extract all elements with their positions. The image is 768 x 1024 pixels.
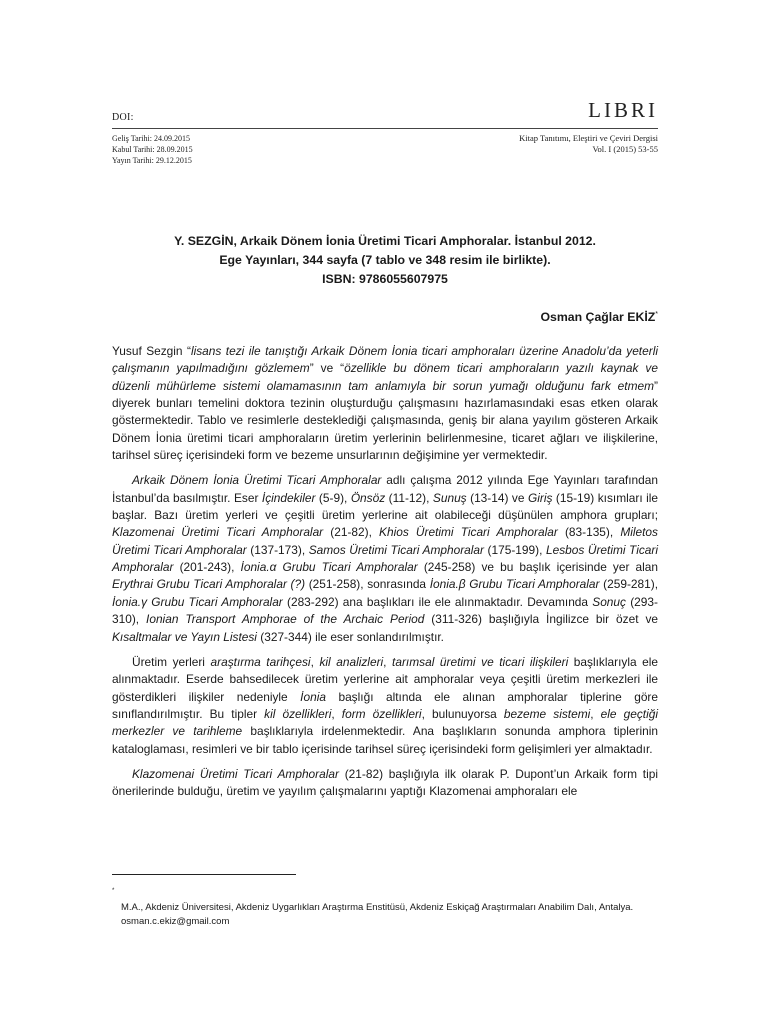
- text-run: (21-82) başlığıyla ilk olarak P. Dupont’un Arkaik form tipi önerilerinde bulduğu, üretim ve yayılım çalışmalarını yaptığı Klazomenai amphoraları ele: [112, 766, 658, 799]
- italic-text-run: Kısaltmalar ve Yayın Listesi: [112, 629, 257, 644]
- italic-text-run: Khios Üretimi Ticari Amphoralar: [379, 525, 558, 540]
- text-run: ,: [331, 706, 342, 721]
- italic-text-run: Giriş: [527, 490, 553, 505]
- text-run: ,: [383, 654, 393, 669]
- footnote-divider: [112, 874, 296, 875]
- text-run: , bulunuyorsa: [421, 706, 504, 721]
- text-run: (201-243),: [173, 560, 241, 575]
- journal-name: LIBRI: [588, 98, 658, 122]
- author-footnote-mark: *: [655, 310, 658, 318]
- italic-text-run: Sunuş: [432, 490, 467, 505]
- text-run: ,: [590, 706, 601, 721]
- italic-text-run: İonia.α Grubu Ticari Amphoralar: [240, 560, 418, 575]
- text-run: başlıklarıyla ele alınmaktadır. Eserde bahsedilecek üretim yerlerine ait amphoralar veya çeşitli üretim merkezleri ile gösterdikleri ilişkiler nedeniyle: [112, 654, 659, 704]
- volume-info: Vol. I (2015) 53-55: [592, 144, 658, 154]
- italic-text-run: Klazomenai Üretimi Ticari Amphoralar: [132, 766, 339, 781]
- text-run: başlığı altında ele alınan amphoralar tiplerine göre sınıflandırılmıştır. Bu tipler: [112, 689, 658, 721]
- text-run: (5-9),: [315, 490, 351, 505]
- text-run: (83-135),: [557, 525, 621, 540]
- text-run: (11-12),: [385, 490, 433, 505]
- text-run: (283-292) ana başlıkları ile ele alınmaktadır. Devamında: [282, 594, 593, 609]
- italic-text-run: İonia: [300, 689, 326, 704]
- text-run: (311-326) başlığıyla İngilizce bir özet ve: [424, 612, 659, 627]
- text-run: ” ve “: [309, 361, 345, 376]
- text-run: (15-19) kısımları ile başlar. Bazı üretim yerleri ve çeşitli üretim yerlerine ait olabileceği düşünülen amphora grupları;: [112, 490, 658, 523]
- italic-text-run: Erythrai Grubu Ticari Amphoralar (?): [112, 577, 306, 592]
- italic-text-run: Önsöz: [350, 490, 386, 505]
- journal-info: [519, 133, 658, 155]
- text-run: Üretim yerleri: [132, 654, 211, 669]
- italic-text-run: Miletos Üretimi Ticari Amphoralar: [112, 525, 658, 557]
- text-run: (245-258) ve bu başlık içerisinde yer alan: [417, 560, 659, 575]
- italic-text-run: kil analizleri: [319, 654, 384, 669]
- italic-text-run: bezeme sistemi: [503, 706, 591, 721]
- italic-text-run: İonia.γ Grubu Ticari Amphoralar: [112, 594, 283, 609]
- italic-text-run: form özellikleri: [341, 706, 422, 721]
- text-run: (175-199),: [484, 542, 546, 557]
- italic-text-run: lisans tezi ile tanıştığı Arkaik Dönem İonia ticari amphoraları üzerine Anadolu’da yeterli çalışmanın yapılmadığını gözlemem: [112, 344, 658, 376]
- text-run: ,: [310, 654, 320, 669]
- italic-text-run: tarımsal üretimi ve ticari ilişkileri: [392, 654, 569, 669]
- italic-text-run: araştırma tarihçesi: [210, 654, 311, 669]
- title-line-2: Ege Yayınları, 344 sayfa (7 tablo ve 348 resim ile birlikte).: [219, 253, 551, 267]
- published-date: Yayın Tarihi: 29.12.2015: [112, 156, 192, 165]
- footnote: [112, 884, 658, 929]
- text-run: Yusuf Sezgin “: [112, 344, 191, 358]
- footnote-mark: *: [112, 888, 115, 894]
- received-date: Geliş Tarihi: 24.09.2015: [112, 134, 190, 143]
- text-run: (13-14) ve: [466, 490, 528, 505]
- italic-text-run: İçindekiler: [261, 490, 316, 505]
- title-line-3: ISBN: 9786055607975: [322, 272, 448, 286]
- text-run: (293-310),: [112, 594, 658, 627]
- journal-subtitle: Kitap Tanıtımı, Eleştiri ve Çeviri Dergisi: [519, 133, 658, 143]
- italic-text-run: Samos Üretimi Ticari Amphoralar: [308, 542, 484, 557]
- paragraph: [112, 766, 658, 801]
- title-line-1: Y. SEZGİN, Arkaik Dönem İonia Üretimi Ticari Amphoralar. İstanbul 2012.: [174, 234, 596, 248]
- paragraph: [112, 472, 658, 645]
- italic-text-run: ele geçtiği merkezler ve tarihleme: [112, 706, 659, 739]
- italic-text-run: özellikle bu dönem ticari amphoraların yazılı kaynak ve düzenli mühürleme sistemi olamamasının tam anlamıyla bir sorun yumağı olduğunu fark etmem: [112, 361, 658, 393]
- text-run: ” diyerek bunları temelini doktora tezinin oluşturduğu çalışmasını hazırlamasındaki esas etken olarak göstermektedir. Tablo ve resimlerle desteklediği çalışmasında, geniş bir alana yayılım gösteren Arkaik Dönem İonia üretimi ticari amphoraların üretim yerlerinin belirlenmesine, ticaret ağları ve ilişkilerine, tarihsel süreç içerisindeki form ve bezeme unsurlarının değişimine yer vermektedir.: [112, 378, 658, 463]
- italic-text-run: kil özellikleri: [264, 706, 332, 721]
- italic-text-run: Lesbos Üretimi Ticari Amphoralar: [112, 542, 659, 575]
- italic-text-run: Arkaik Dönem İonia Üretimi Ticari Amphoralar: [132, 473, 382, 488]
- paragraph: [112, 654, 658, 758]
- author-name-text: Osman Çağlar EKİZ: [540, 310, 656, 324]
- article-dates: [112, 133, 193, 166]
- italic-text-run: Ionian Transport Amphorae of the Archaic Period: [146, 612, 425, 627]
- text-run: başlıklarıyla irdelenmektedir. Ana başlıkların sonunda amphora tiplerinin kataloglaması, resimleri ve bir tablo içerisinde tarihsel süreç içerisindeki form gelişimleri yer almaktadır.: [112, 724, 658, 756]
- author-name: [540, 310, 658, 324]
- review-title: [112, 232, 658, 289]
- text-run: (251-258), sonrasında: [305, 577, 430, 592]
- doi-label: DOI:: [112, 112, 134, 123]
- header-divider: [112, 128, 658, 129]
- text-run: (327-344) ile eser sonlandırılmıştır.: [256, 629, 444, 644]
- text-run: (21-82),: [323, 525, 380, 540]
- italic-text-run: Sonuç: [592, 594, 626, 609]
- text-run: (137-173),: [246, 542, 309, 557]
- italic-text-run: Klazomenai Üretimi Ticari Amphoralar: [112, 525, 324, 540]
- text-run: (259-281),: [599, 577, 659, 592]
- article-body: [112, 343, 658, 801]
- paragraph: [112, 343, 658, 464]
- footnote-text: M.A., Akdeniz Üniversitesi, Akdeniz Uygarlıkları Araştırma Enstitüsü, Akdeniz Eskiçağ Araştırmaları Anabilim Dalı, Antalya. osman.c.ekiz@gmail.com: [121, 902, 634, 928]
- accepted-date: Kabul Tarihi: 28.09.2015: [112, 145, 193, 154]
- italic-text-run: İonia.β Grubu Ticari Amphoralar: [429, 577, 600, 592]
- text-run: adlı çalışma 2012 yılında Ege Yayınları tarafından İstanbul’da basılmıştır. Eser: [112, 473, 658, 505]
